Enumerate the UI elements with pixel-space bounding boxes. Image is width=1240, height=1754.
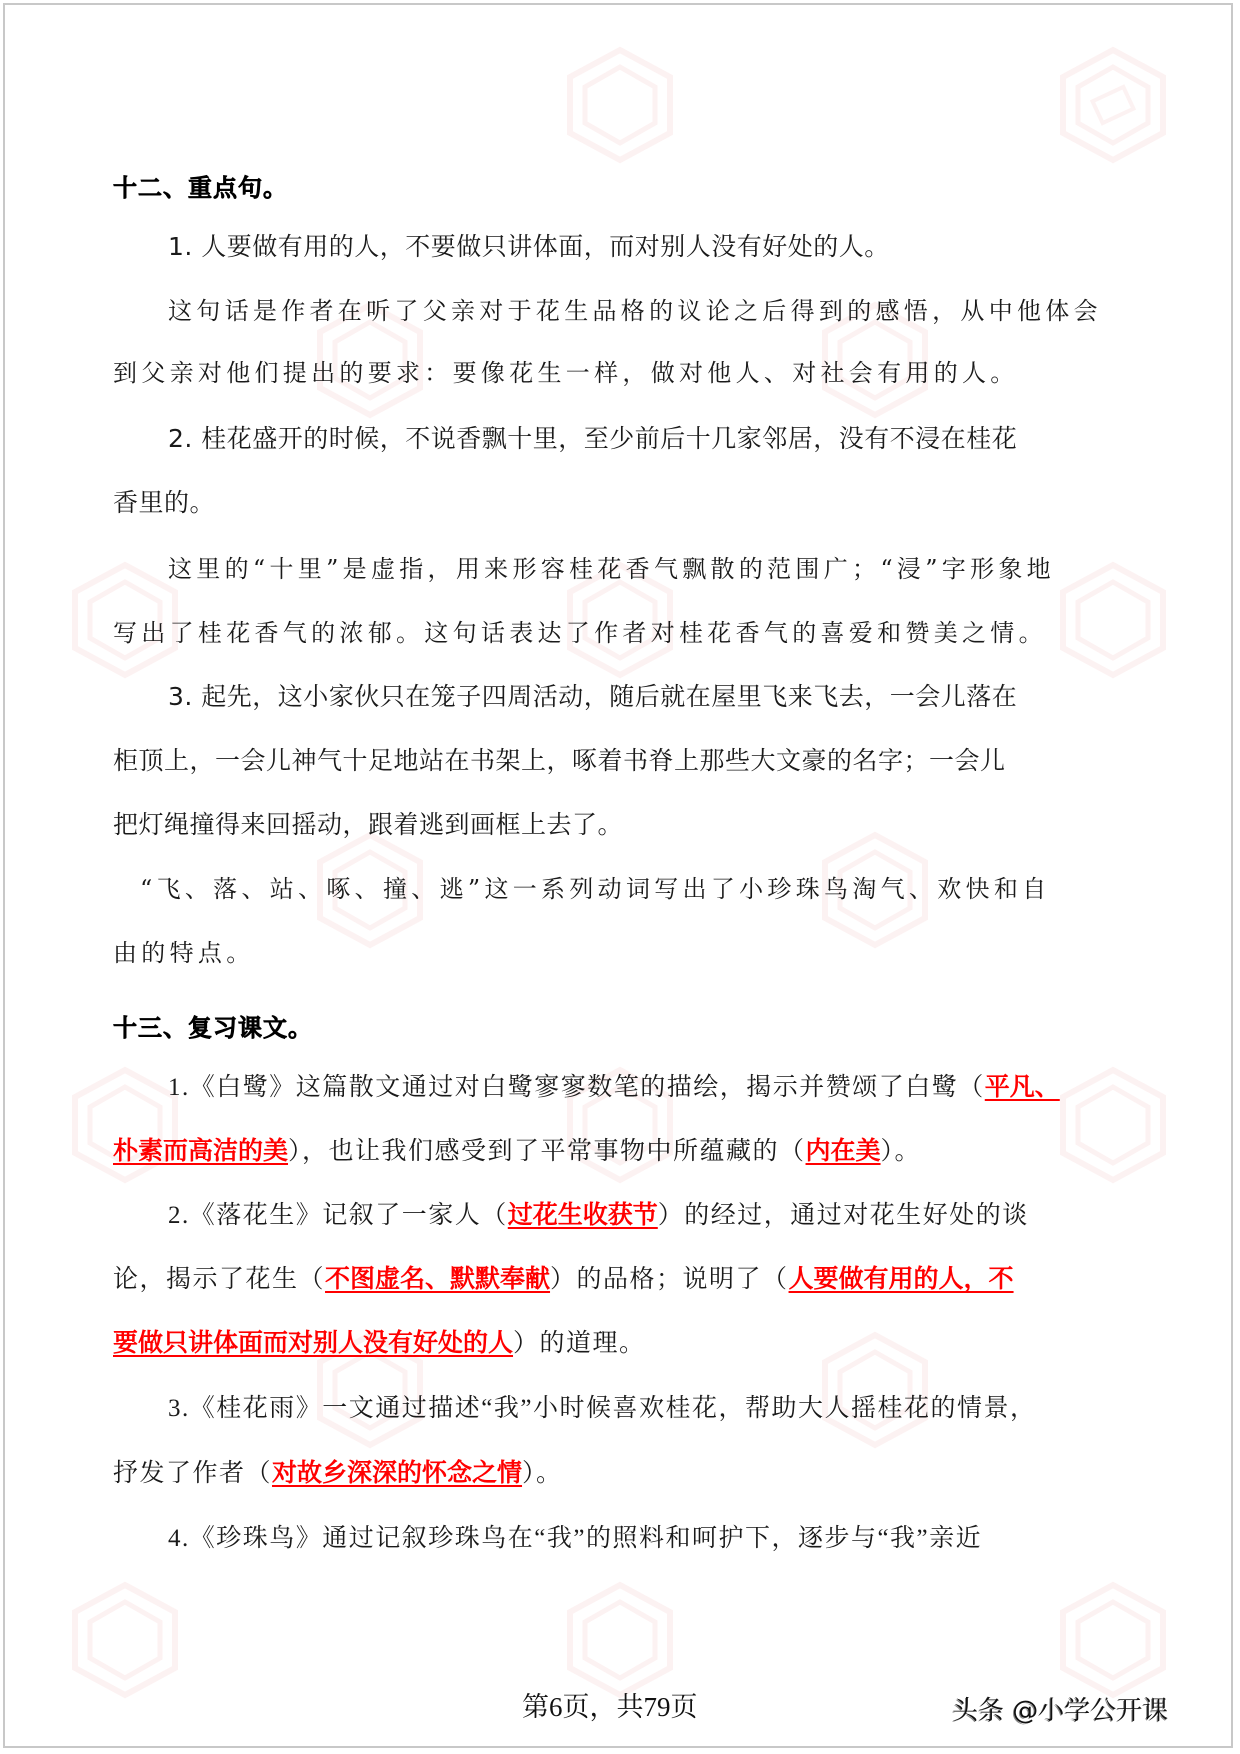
review-item-4-line-1 (168, 1522, 982, 1556)
key-sentence-2-explanation-line-2: 写出了桂花香气的浓郁。这句话表达了作者对桂花香气的喜爱和赞美之情。 (113, 619, 1047, 647)
hexagon-logo-icon (1058, 560, 1168, 680)
review-text: 抒发了作者（ (113, 1460, 273, 1487)
review-item-2-line-3 (113, 1326, 646, 1361)
answer-blank: 人要做有用的人，不 (788, 1264, 1014, 1293)
key-sentence-1-explanation-line-1: 这句话是作者在听了父亲对于花生品格的议论之后得到的感悟，从中他体会 (168, 297, 1102, 325)
section-heading-key-sentences: 十二、重点句。 (113, 174, 288, 202)
key-sentence-1-explanation-line-2: 到父亲对他们提出的要求：要像花生一样，做对他人、对社会有用的人。 (113, 359, 1019, 387)
hexagon-logo-icon (565, 45, 675, 165)
hexagon-logo-icon (1058, 45, 1168, 165)
answer-blank: 不图虚名、默默奉献 (325, 1264, 551, 1293)
review-text: 1.《白鹭》这篇散文通过对白鹭寥寥数笔的描绘，揭示并赞颂了白鹭（ (168, 1074, 985, 1101)
hexagon-logo-icon (1058, 1065, 1168, 1185)
hexagon-logo-icon (820, 1330, 930, 1450)
key-sentence-3-explanation-line-1: “飞、落、站、啄、撞、逃”这一系列动词写出了小珍珠鸟淘气、欢快和自 (140, 875, 1051, 903)
review-text: ）。 (522, 1460, 563, 1487)
review-text: ）的道理。 (513, 1330, 646, 1357)
review-text: 4.《珍珠鸟》通过记叙珍珠鸟在“我”的照料和呵护下，逐步与“我”亲近 (168, 1525, 983, 1552)
review-item-2-line-1 (168, 1198, 1029, 1233)
review-item-3-line-2 (113, 1456, 563, 1491)
key-sentence-3-line-3: 把灯绳撞得来回摇动，跟着逃到画框上去了。 (113, 810, 624, 839)
section-heading-review-texts: 十三、复习课文。 (113, 1014, 313, 1042)
key-sentence-2-explanation-line-1: 这里的“十里”是虚指，用来形容桂花香气飘散的范围广；“浸”字形象地 (168, 555, 1055, 583)
review-text: ）的品格；说明了（ (550, 1266, 789, 1293)
answer-blank: 朴素而高洁的美 (113, 1136, 289, 1165)
answer-blank: 要做只讲体面而对别人没有好处的人 (113, 1328, 514, 1357)
key-sentence-1: 1. 人要做有用的人，不要做只讲体面，而对别人没有好处的人。 (168, 232, 890, 261)
key-sentence-2-line-1: 2. 桂花盛开的时候，不说香飘十里，至少前后十几家邻居，没有不浸在桂花 (168, 424, 1018, 453)
review-text: ），也让我们感受到了平常事物中所蕴藏的（ (288, 1138, 806, 1165)
review-item-3-line-1 (168, 1392, 1036, 1426)
review-text: ）的经过，通过对花生好处的谈 (657, 1202, 1029, 1229)
answer-blank: 对故乡深深的怀念之情 (272, 1458, 523, 1487)
review-item-1-line-1 (168, 1070, 1060, 1105)
key-sentence-3-line-1: 3. 起先，这小家伙只在笼子四周活动，随后就在屋里飞来飞去，一会儿落在 (168, 682, 1018, 711)
answer-blank: 平凡、 (984, 1072, 1060, 1101)
review-text: 2.《落花生》记叙了一家人（ (168, 1202, 508, 1229)
review-item-2-line-2 (113, 1262, 1014, 1297)
hexagon-logo-icon (1058, 1580, 1168, 1700)
review-item-1-line-2 (113, 1134, 921, 1169)
answer-blank: 过花生收获节 (507, 1200, 658, 1229)
review-text: ）。 (880, 1138, 922, 1165)
key-sentence-3-line-2: 柜顶上，一会儿神气十足地站在书架上，啄着书脊上那些大文豪的名字；一会儿 (113, 746, 1006, 775)
answer-blank: 内在美 (805, 1136, 881, 1165)
source-watermark: 头条 @小学公开课 (952, 1696, 1169, 1726)
review-text: 论，揭示了花生（ (113, 1266, 326, 1293)
hexagon-logo-icon (70, 1580, 180, 1700)
key-sentence-2-line-2: 香里的。 (113, 488, 216, 517)
hexagon-logo-icon (565, 1580, 675, 1700)
key-sentence-3-explanation-line-2: 由的特点。 (113, 939, 255, 967)
review-text: 3.《桂花雨》一文通过描述“我”小时候喜欢桂花，帮助大人摇桂花的情景， (168, 1395, 1037, 1422)
page-number: 第6页，共79页 (522, 1692, 698, 1722)
